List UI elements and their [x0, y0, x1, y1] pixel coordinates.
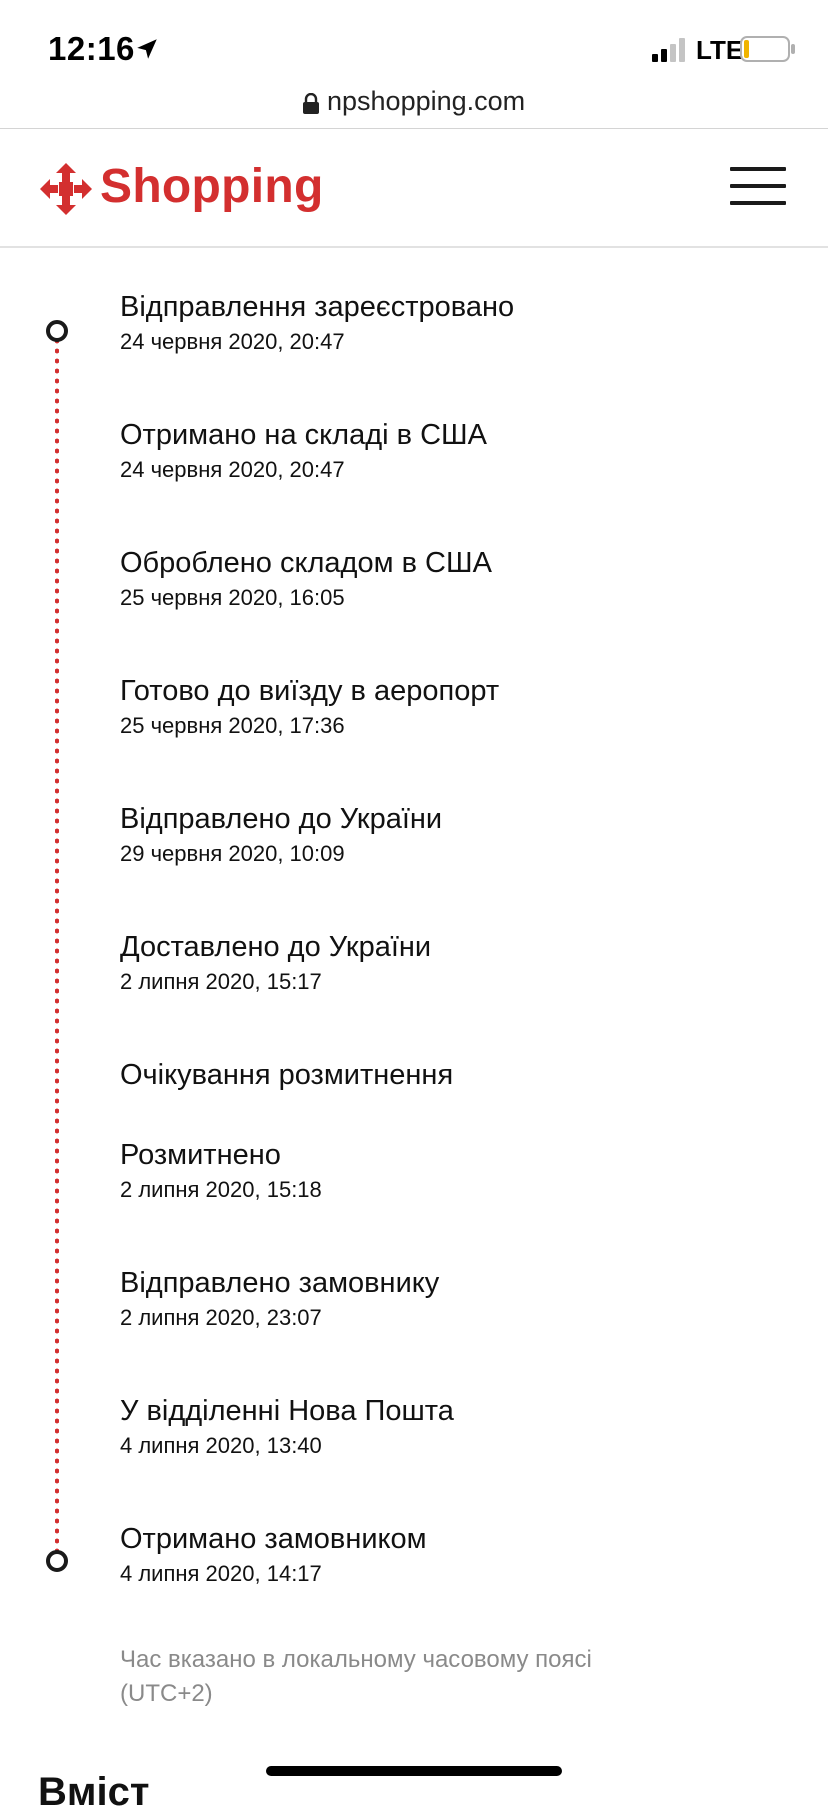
timeline-event	[120, 418, 800, 484]
contents-section-heading: Вміст	[38, 1770, 150, 1814]
event-title: Відправлено до України	[120, 803, 443, 835]
timeline-start-dot-icon	[46, 320, 68, 342]
url-text[interactable]: npshopping.com	[327, 86, 526, 116]
event-date: 2 липня 2020, 23:07	[120, 1305, 322, 1330]
event-title: Отримано на складі в США	[120, 419, 487, 451]
event-title: У відділенні Нова Пошта	[120, 1395, 454, 1427]
timeline-event	[120, 546, 800, 612]
address-bar[interactable]	[0, 82, 828, 126]
event-date: 2 липня 2020, 15:18	[120, 1177, 322, 1202]
site-header	[0, 129, 828, 246]
event-date: 25 червня 2020, 17:36	[120, 713, 345, 738]
event-date: 25 червня 2020, 16:05	[120, 585, 345, 610]
menu-bar-icon	[730, 184, 786, 188]
menu-bar-icon	[730, 167, 786, 171]
event-date: 4 липня 2020, 14:17	[120, 1561, 322, 1586]
signal-icon	[652, 38, 690, 62]
status-time: 12:16	[48, 30, 135, 67]
menu-bar-icon	[730, 201, 786, 205]
timeline-event	[120, 674, 800, 740]
event-title: Відправлено замовнику	[120, 1267, 440, 1299]
battery-icon	[740, 36, 796, 62]
timeline-dotted-line	[55, 336, 59, 1560]
nova-poshta-logo-icon	[38, 161, 94, 217]
logo-text: Shopping	[100, 160, 324, 213]
event-title: Відправлення зареєстровано	[120, 291, 515, 323]
timezone-note: Час вказано в локальному часовому поясі (UTC+2)	[120, 1646, 592, 1707]
event-title: Отримано замовником	[120, 1523, 427, 1555]
location-arrow-icon	[134, 36, 160, 62]
timeline-event	[120, 930, 800, 996]
hamburger-menu-button[interactable]	[730, 167, 788, 207]
event-title: Розмитнено	[120, 1139, 281, 1171]
event-date: 29 червня 2020, 10:09	[120, 841, 345, 866]
network-label: LTE	[696, 35, 744, 65]
event-title: Доставлено до України	[120, 931, 432, 963]
event-title: Очікування розмитнення	[120, 1059, 454, 1091]
timeline-end-dot-icon	[46, 1550, 68, 1572]
lock-icon	[302, 93, 320, 115]
home-indicator[interactable]	[266, 1766, 562, 1776]
timeline-event	[120, 1266, 800, 1332]
event-title: Оброблено складом в США	[120, 547, 492, 579]
event-date: 4 липня 2020, 13:40	[120, 1433, 322, 1458]
tracking-timeline	[0, 248, 828, 1748]
timeline-event	[120, 802, 800, 868]
timeline-event	[120, 1058, 800, 1092]
status-bar	[0, 0, 828, 90]
timeline-event	[120, 290, 800, 356]
event-title: Готово до виїзду в аеропорт	[120, 675, 500, 707]
event-date: 24 червня 2020, 20:47	[120, 329, 345, 354]
event-date: 24 червня 2020, 20:47	[120, 457, 345, 482]
event-date: 2 липня 2020, 15:17	[120, 969, 322, 994]
timeline-event	[120, 1394, 800, 1460]
timeline-event	[120, 1522, 800, 1588]
timeline-event	[120, 1138, 800, 1204]
